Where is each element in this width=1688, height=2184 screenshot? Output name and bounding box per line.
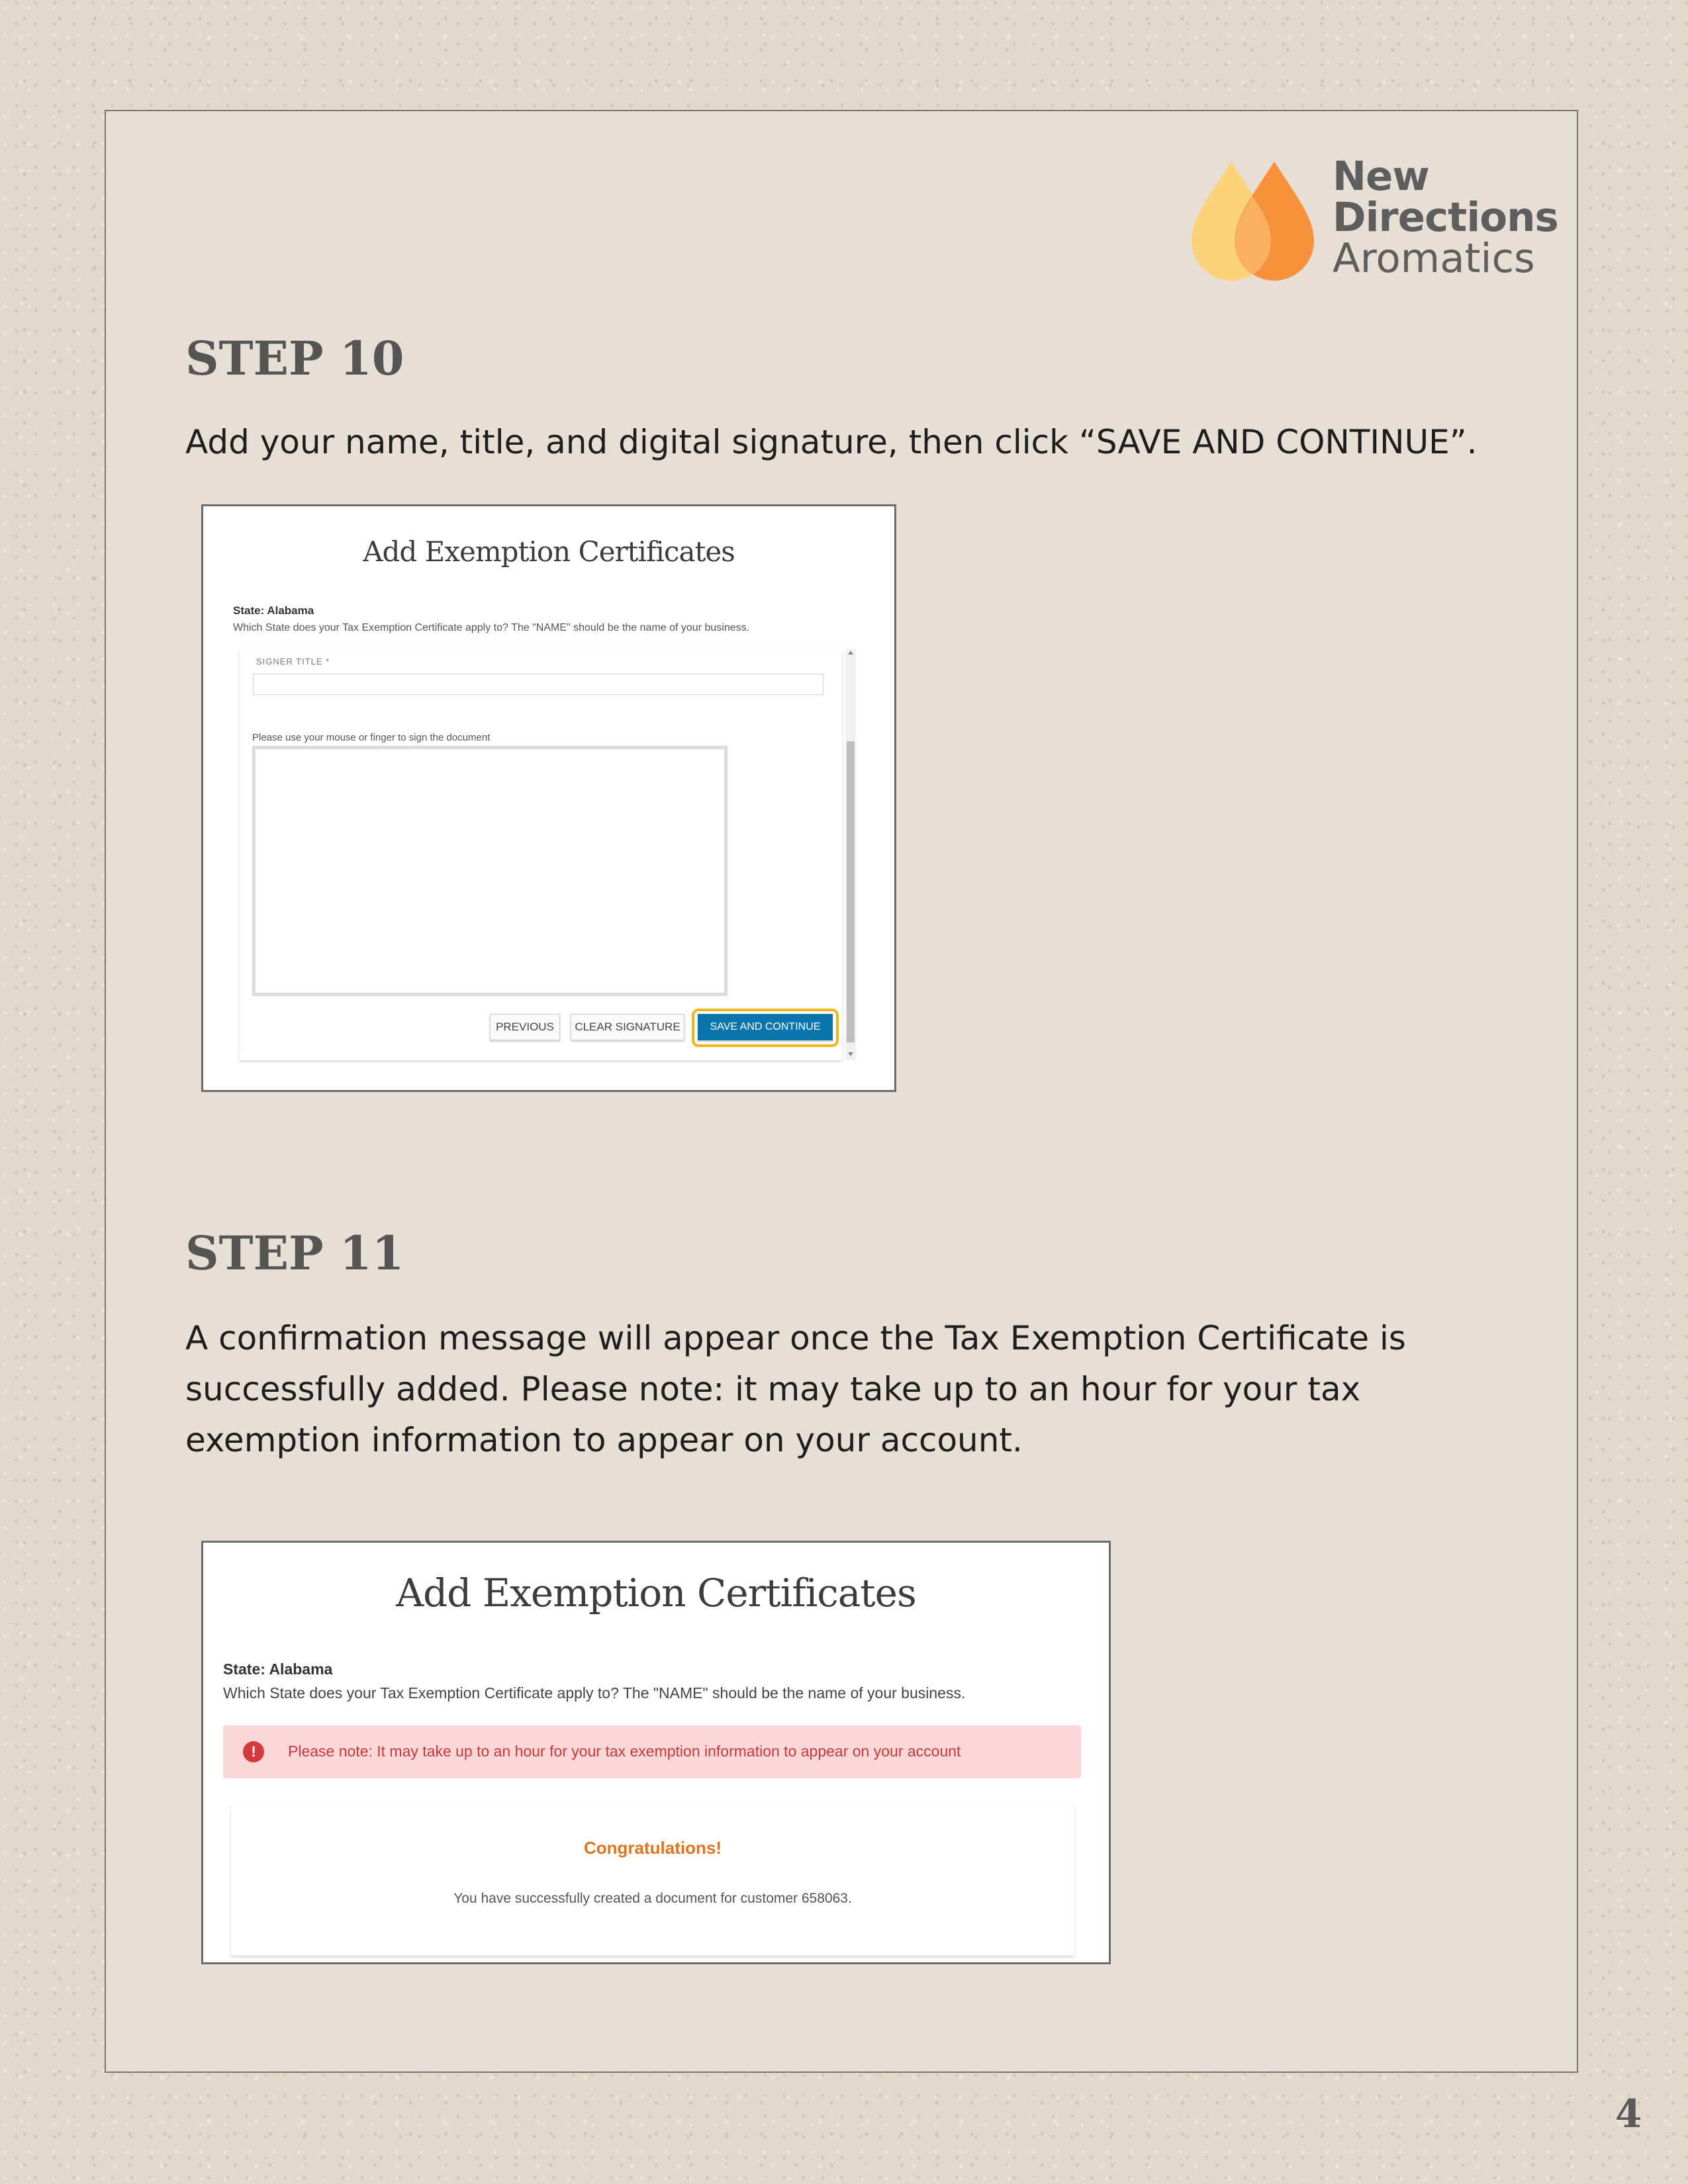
alert-error-icon: !	[243, 1741, 264, 1762]
page-number: 4	[1615, 2091, 1642, 2136]
signature-hint: Please use your mouse or finger to sign the document	[252, 732, 491, 743]
scrollbar-track[interactable]	[845, 649, 856, 1060]
scroll-up-arrow-icon[interactable]	[848, 651, 853, 655]
signer-title-input[interactable]	[253, 674, 823, 695]
shot11-state-label: State: Alabama	[223, 1661, 333, 1678]
step11-description: A confirmation message will appear once the Tax Exemption Certificate is successfully added. Please note: it may take up to an hour for your tax exemption information to appear on your account.	[185, 1319, 1406, 1459]
signer-title-label: SIGNER TITLE *	[256, 657, 330, 666]
logo-line-1: New	[1333, 153, 1429, 200]
brand-logo	[1192, 153, 1558, 289]
step11-screenshot	[201, 1541, 1111, 1964]
save-and-continue-button[interactable]: SAVE AND CONTINUE	[698, 1014, 833, 1040]
shot11-heading: Add Exemption Certificates	[396, 1570, 916, 1615]
logo-line-2: Directions	[1333, 194, 1558, 241]
step10-description: Add your name, title, and digital signature, then click “SAVE AND CONTINUE”.	[185, 423, 1477, 461]
success-message: You have successfully created a document for customer 658063.	[453, 1891, 852, 1906]
step10-screenshot	[201, 504, 896, 1092]
alert-message: Please note: It may take up to an hour for your tax exemption information to appear on your account	[288, 1743, 961, 1760]
confirmation-card	[231, 1805, 1074, 1956]
droplets-logo-icon	[1192, 161, 1324, 281]
step10-title: STEP 10	[185, 331, 404, 386]
shot10-state-label: State: Alabama	[233, 604, 314, 617]
previous-button[interactable]: PREVIOUS	[490, 1014, 560, 1040]
scroll-down-arrow-icon[interactable]	[848, 1052, 853, 1056]
step11-title: STEP 11	[185, 1226, 404, 1281]
shot10-question: Which State does your Tax Exemption Certificate apply to? The "NAME" should be the name of your business.	[233, 622, 750, 633]
shot11-question: Which State does your Tax Exemption Certificate apply to? The "NAME" should be the name of your business.	[223, 1684, 966, 1702]
shot10-heading: Add Exemption Certificates	[363, 535, 735, 568]
signature-form-card	[240, 649, 842, 1060]
logo-wordmark	[1333, 153, 1558, 282]
congratulations-heading: Congratulations!	[584, 1838, 722, 1858]
alert-banner	[223, 1725, 1081, 1778]
signature-pad[interactable]	[252, 746, 727, 996]
logo-line-3: Aromatics	[1333, 235, 1535, 282]
scrollbar-thumb[interactable]	[847, 741, 855, 1042]
clear-signature-button[interactable]: CLEAR SIGNATURE	[571, 1014, 684, 1040]
